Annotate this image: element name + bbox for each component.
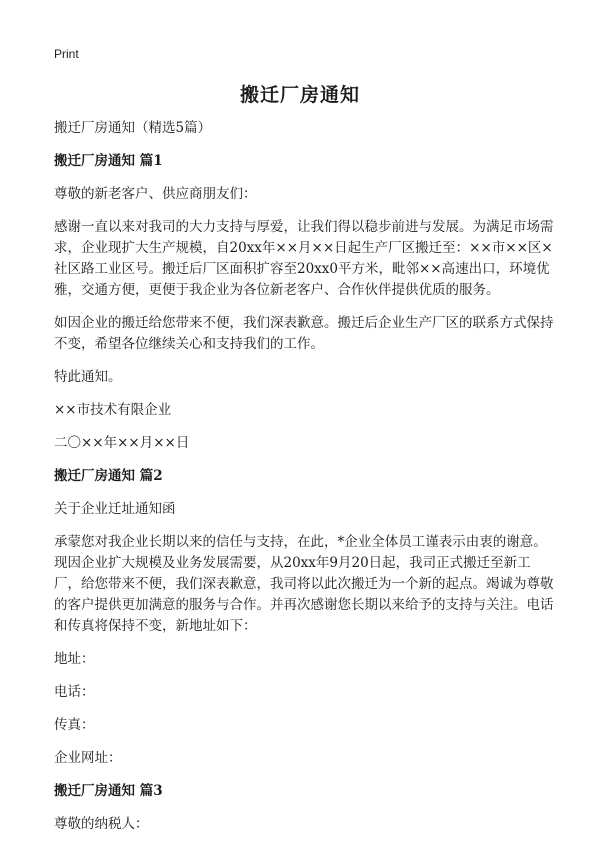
section-1-paragraph-1: 感谢一直以来对我司的大力支持与厚爱，让我们得以稳步前进与发展。为满足市场需求，企业现扩大生产规模，自20xx年××月××日起生产厂区搬迁至：××市××区×社区路工业区号。搬迁后厂区面积扩容至20xx0平方米，毗邻××高速出口，环境优雅，交通方便，更便于我企业为各位新老客户、合作伙伴提供优质的服务。 bbox=[54, 219, 554, 298]
fax-label: 传真： bbox=[54, 717, 95, 733]
section-1-closing: 特此通知。 bbox=[54, 369, 122, 385]
section-1-company: ××市技术有限企业 bbox=[54, 402, 172, 418]
section-1-date: 二〇××年××月××日 bbox=[54, 435, 190, 451]
section-1-paragraph-2: 如因企业的搬迁给您带来不便，我们深表歉意。搬迁后企业生产厂区的联系方式保持不变，希望各位继续关心和支持我们的工作。 bbox=[54, 315, 554, 352]
document-title: 搬迁厂房通知 bbox=[239, 84, 360, 106]
section-3-greeting: 尊敬的纳税人： bbox=[54, 816, 149, 832]
phone-label: 电话： bbox=[54, 684, 95, 700]
document-body bbox=[54, 118, 554, 847]
section-1-heading: 搬迁厂房通知 篇1 bbox=[54, 153, 163, 169]
address-label: 地址： bbox=[54, 651, 95, 667]
section-2-subheading: 关于企业迁址通知函 bbox=[54, 501, 176, 517]
print-label: Print bbox=[54, 47, 79, 61]
section-2-paragraph-1: 承蒙您对我企业长期以来的信任与支持，在此，*企业全体员工谨表示由衷的谢意。现因企业扩大规模及业务发展需要，从20xx年9月20日起，我司正式搬迁至新工厂，给您带来不便，我们深表歉意，我司将以此次搬迁为一个新的起点。竭诚为尊敬的客户提供更加满意的服务与合作。并再次感谢您长期以来给予的支持与关注。电话和传真将保持不变，新地址如下： bbox=[54, 534, 554, 634]
section-3-heading: 搬迁厂房通知 篇3 bbox=[54, 783, 163, 799]
section-2-heading: 搬迁厂房通知 篇2 bbox=[54, 468, 163, 484]
section-1-greeting: 尊敬的新老客户、供应商朋友们： bbox=[54, 186, 257, 202]
website-label: 企业网址： bbox=[54, 750, 122, 766]
subtitle: 搬迁厂房通知（精选5篇） bbox=[54, 120, 212, 136]
